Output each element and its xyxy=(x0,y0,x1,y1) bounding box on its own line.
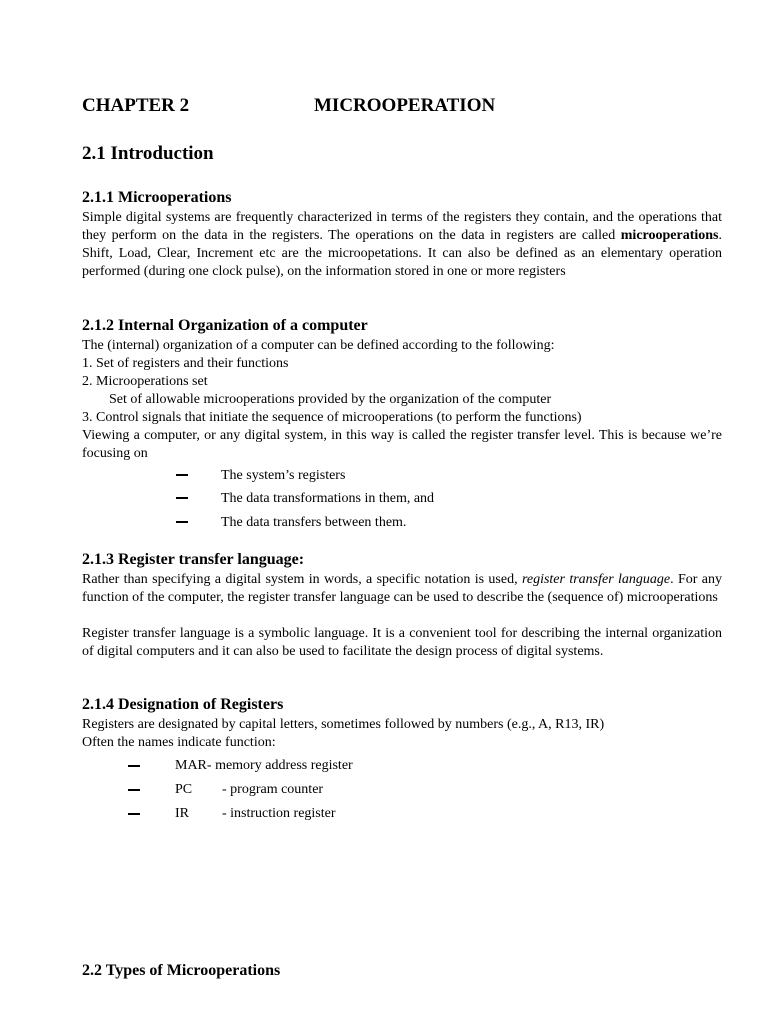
list-item: 3. Control signals that initiate the sequence of microoperations (to perform the functions) xyxy=(82,410,582,425)
paragraph-text: Rather than specifying a digital system in words, a specific notation is used, xyxy=(82,572,522,587)
list-item: 1. Set of registers and their functions xyxy=(82,356,289,371)
section-2-1-3-paragraph-1 xyxy=(82,571,722,607)
section-2-1-2-paragraph: Viewing a computer, or any digital system, in this way is called the register transfer level. This is because we’re focusing on xyxy=(82,428,722,461)
bullet-item: The data transformations in them, and xyxy=(221,491,435,506)
section-2-2-heading: 2.2 Types of Microoperations xyxy=(82,962,281,979)
section-2-1-3-heading: 2.1.3 Register transfer language: xyxy=(82,551,305,568)
paragraph-text: . Shift, Load, Clear, Increment etc are the microopetations. It can also be defined as an elementary operation performed (during one clock pulse), on the information stored in one or more registers xyxy=(82,228,722,279)
text-line: Registers are designated by capital letters, sometimes followed by numbers (e.g., A, R13, IR) xyxy=(82,717,605,732)
register-desc: - instruction register xyxy=(222,806,336,821)
paragraph-text: . For any function of the computer, the register transfer language can be used to describe the (sequence of) microoperations xyxy=(82,572,722,605)
italic-term: register transfer language xyxy=(521,572,671,587)
list-subitem: Set of allowable microoperations provided by the organization of the computer xyxy=(109,392,552,407)
bullet-dash-icon xyxy=(176,521,188,523)
register-name: PC xyxy=(175,782,193,797)
register-name: MAR xyxy=(175,758,207,773)
bullet-dash-icon xyxy=(176,474,188,476)
bullet-dash-icon xyxy=(128,813,140,815)
register-desc: - memory address register xyxy=(206,758,353,773)
section-2-1-4-heading: 2.1.4 Designation of Registers xyxy=(82,696,284,713)
text-line: The (internal) organization of a computer can be defined according to the following: xyxy=(82,338,555,353)
section-2-1-1-paragraph xyxy=(82,209,722,281)
paragraph-text: Simple digital systems are frequently characterized in terms of the registers they contain, and the operations that they perform on the data in the registers. The operations on the data in registers are called xyxy=(82,210,722,243)
section-2-1-heading: 2.1 Introduction xyxy=(82,143,214,164)
bold-term: microoperations xyxy=(620,228,719,243)
bullet-dash-icon xyxy=(128,789,140,791)
bullet-dash-icon xyxy=(128,765,140,767)
section-2-1-2-heading: 2.1.2 Internal Organization of a computer xyxy=(82,317,368,334)
text-line: Often the names indicate function: xyxy=(82,735,276,750)
section-2-1-3-paragraph-2: Register transfer language is a symbolic language. It is a convenient tool for describing the internal organization of digital computers and it can also be used to facilitate the design process of digital systems. xyxy=(82,626,722,659)
register-name: IR xyxy=(175,806,189,821)
register-desc: - program counter xyxy=(222,782,324,797)
chapter-label: CHAPTER 2 xyxy=(82,95,190,116)
bullet-item: The data transfers between them. xyxy=(221,515,407,530)
section-2-1-1-heading: 2.1.1 Microoperations xyxy=(82,189,232,206)
register-item xyxy=(175,757,353,775)
bullet-dash-icon xyxy=(176,497,188,499)
chapter-title: MICROOPERATION xyxy=(314,95,496,116)
bullet-item: The system’s registers xyxy=(221,468,346,483)
list-item: 2. Microoperations set xyxy=(82,374,208,389)
